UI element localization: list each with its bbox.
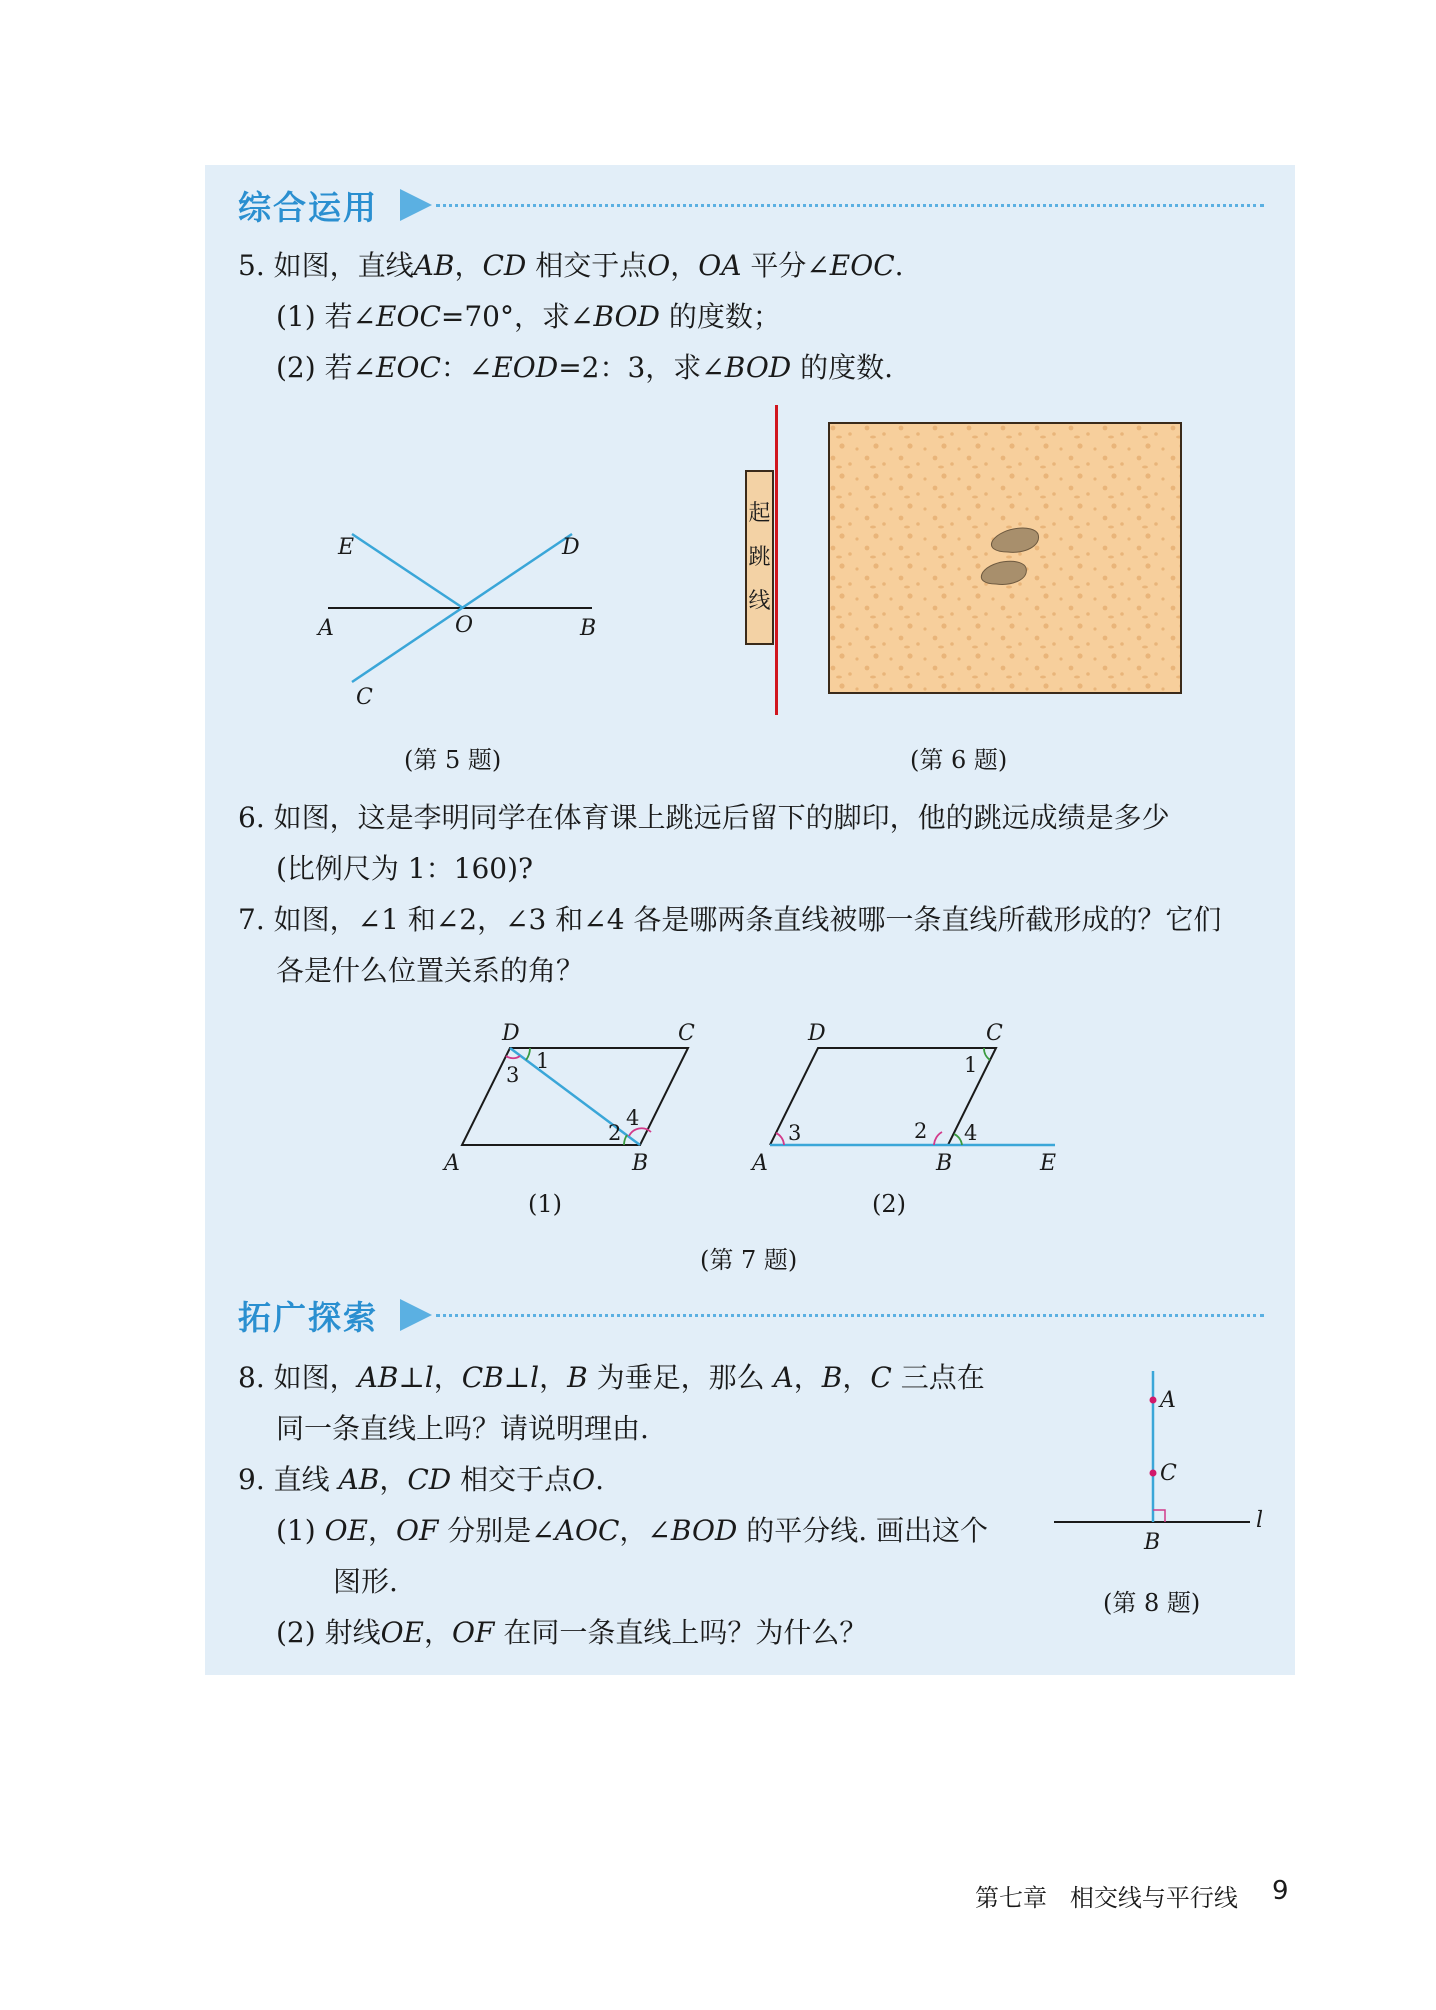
label-e: E	[338, 535, 355, 560]
label-a: A	[752, 1151, 768, 1176]
label-3: 3	[506, 1063, 520, 1087]
section-header-extension	[238, 1290, 1264, 1340]
label-e: E	[1040, 1151, 1057, 1176]
takeoff-board: 起 跳 线	[745, 470, 774, 645]
problem-9: 9. 直线 AB，CD 相交于点O.	[238, 1463, 605, 1496]
figure-7-1-parallelogram	[440, 1020, 700, 1180]
label-3: 3	[788, 1121, 802, 1145]
sand-pit	[828, 422, 1182, 694]
caption-figure-7-2: (2)	[872, 1190, 906, 1218]
label-c: C	[986, 1021, 1003, 1046]
caption-figure-6: (第 6 题)	[910, 746, 1008, 774]
page-number: 9	[1272, 1876, 1289, 1906]
label-4: 4	[964, 1121, 978, 1145]
takeoff-red-line	[775, 405, 778, 715]
section-arrow-icon	[400, 1299, 432, 1331]
caption-figure-7-1: (1)	[528, 1190, 562, 1218]
label-b: B	[632, 1151, 649, 1176]
point-c	[1150, 1470, 1157, 1477]
problem-7-line-2: 各是什么位置关系的角？	[276, 954, 585, 987]
problem-6-line-1: 6. 如图，这是李明同学在体育课上跳远后留下的脚印，他的跳远成绩是多少	[238, 801, 1170, 834]
section-title: 拓广探索	[238, 1297, 378, 1337]
label-2: 2	[914, 1119, 928, 1143]
problem-5-part-1: (1) 若∠EOC=70°，求∠BOD 的度数；	[276, 300, 781, 333]
label-o: O	[455, 613, 474, 638]
caption-figure-8: (第 8 题)	[1103, 1589, 1201, 1617]
label-a: A	[444, 1151, 460, 1176]
angle-3-mark	[506, 1056, 520, 1058]
section-arrow-icon	[400, 189, 432, 221]
label-d: D	[562, 535, 580, 560]
point-a	[1150, 1397, 1157, 1404]
angle-2-mark	[934, 1132, 942, 1145]
label-2: 2	[608, 1121, 622, 1145]
label-a: A	[1160, 1388, 1176, 1413]
label-1: 1	[536, 1049, 550, 1073]
label-l: l	[1256, 1508, 1264, 1533]
figure-7-2-parallelogram	[750, 1020, 1070, 1180]
figure-5-intersecting-lines	[300, 520, 620, 720]
label-d: D	[808, 1021, 826, 1046]
ray-oe	[352, 534, 463, 608]
sides-ad-dc-cb	[770, 1048, 996, 1145]
angle-1-mark	[984, 1048, 990, 1060]
figure-8-perpendicular	[1050, 1365, 1280, 1565]
section-dotted-rule	[436, 204, 1264, 207]
angle-1-mark	[526, 1048, 530, 1060]
right-angle-mark	[1153, 1510, 1165, 1522]
problem-9-part-1-cont: 图形.	[333, 1565, 398, 1598]
angle-4-mark	[954, 1134, 962, 1145]
label-c: C	[356, 685, 373, 710]
section-title: 综合运用	[238, 187, 378, 227]
section-dotted-rule	[436, 1314, 1264, 1317]
label-b: B	[936, 1151, 953, 1176]
label-b: B	[1144, 1530, 1161, 1555]
problem-5-part-2: (2) 若∠EOC：∠EOD=2：3，求∠BOD 的度数.	[276, 351, 894, 384]
angle-2-mark	[624, 1135, 627, 1145]
label-a: A	[318, 616, 334, 641]
label-d: D	[502, 1021, 520, 1046]
problem-7-line-1: 7. 如图，∠1 和∠2，∠3 和∠4 各是哪两条直线被哪一条直线所截形成的？它们	[238, 903, 1222, 936]
footer-chapter: 第七章 相交线与平行线	[975, 1884, 1238, 1912]
label-c: C	[678, 1021, 695, 1046]
section-header-comprehensive	[238, 180, 1264, 230]
problem-9-part-2: (2) 射线OE，OF 在同一条直线上吗？为什么？	[276, 1616, 868, 1649]
angle-3-mark	[776, 1133, 784, 1145]
label-b: B	[580, 616, 597, 641]
caption-figure-5: (第 5 题)	[404, 746, 502, 774]
problem-9-part-1: (1) OE，OF 分别是∠AOC，∠BOD 的平分线. 画出这个	[276, 1514, 989, 1547]
label-c: C	[1160, 1461, 1177, 1486]
label-4: 4	[626, 1106, 640, 1130]
problem-6-line-2: (比例尺为 1：160)?	[276, 852, 534, 885]
problem-8: 8. 如图，AB⊥l，CB⊥l，B 为垂足，那么 A，B，C 三点在	[238, 1361, 985, 1394]
problem-5: 5. 如图，直线AB，CD 相交于点O，OA 平分∠EOC.	[238, 249, 904, 282]
label-1: 1	[964, 1053, 978, 1077]
problem-8-line-2: 同一条直线上吗？请说明理由.	[276, 1412, 649, 1445]
caption-figure-7: (第 7 题)	[700, 1246, 798, 1274]
